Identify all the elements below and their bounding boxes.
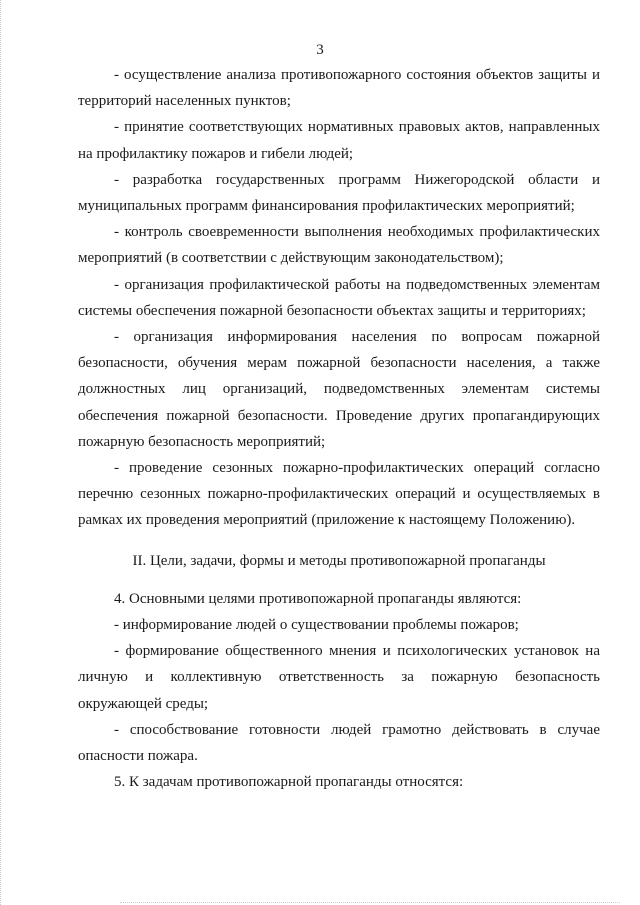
paragraph: - организация профилактической работы на подведомственных элементам системы обеспечения пожарной безопасности объектах защиты и территориях; (78, 276, 600, 319)
paragraph: - информирование людей о существовании проблемы пожаров; (114, 617, 519, 634)
scan-bottom-edge (120, 900, 620, 903)
scan-page-edge (0, 0, 4, 905)
paragraph: 5. К задачам противопожарной пропаганды относятся: (114, 774, 464, 791)
section-heading: II. Цели, задачи, формы и методы противопожарной пропаганды (132, 552, 546, 569)
paragraph: - осуществление анализа противопожарного состояния объектов защиты и территорий населенных пунктов; (78, 67, 600, 110)
paragraph: 4. Основными целями противопожарной пропаганды являются: (114, 590, 522, 607)
paragraph: - формирование общественного мнения и психологических установок на личную и коллективную ответственность за пожарную безопасность окружающей среды; (78, 643, 600, 712)
paragraph: - проведение сезонных пожарно-профилактических операций согласно перечню сезонных пожарно-профилактических операций и осуществляемых в рамках их проведения мероприятий (приложение к настоящему Положению). (78, 460, 600, 529)
paragraph: - способствование готовности людей грамотно действовать в случае опасности пожара. (78, 721, 600, 765)
paragraph: - разработка государственных программ Нижегородской области и муниципальных программ финансирования профилактических мероприятий; (78, 171, 600, 215)
page-number: 3 (316, 42, 324, 58)
document-body (78, 62, 600, 795)
paragraph: - контроль своевременности выполнения необходимых профилактических мероприятий (в соответствии с действующим законодательством); (78, 224, 600, 267)
paragraph: - организация информирования населения по вопросам пожарной безопасности, обучения мерам пожарной безопасности населения, а также должностных лиц организаций, подведомственных элементам системы обеспечения пожарной безопасности. Проведение других пропагандирующих пожарную безопасность мероприятий; (78, 329, 600, 450)
paragraph: - принятие соответствующих нормативных правовых актов, направленных на профилактику пожаров и гибели людей; (78, 119, 600, 162)
